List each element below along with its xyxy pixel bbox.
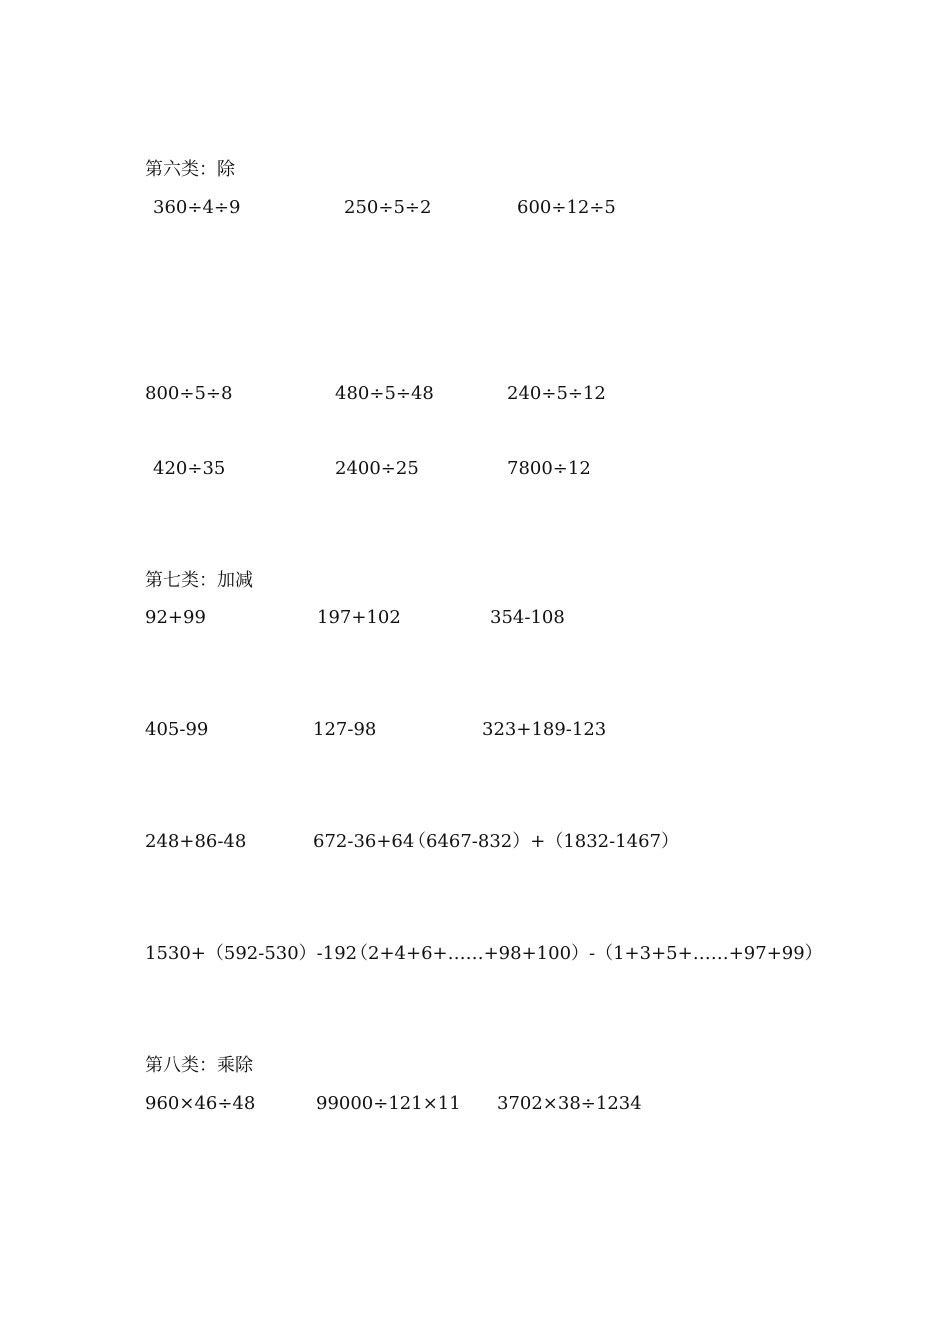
- problem: 99000÷121×11: [316, 1093, 461, 1114]
- problem: 323+189-123: [482, 719, 607, 740]
- problem: 960×46÷48: [145, 1093, 256, 1114]
- problem: （6467-832）+（1832-1467）: [408, 831, 680, 852]
- problem: 354-108: [490, 607, 565, 628]
- problem: 240÷5÷12: [507, 383, 606, 404]
- problem: 3702×38÷1234: [497, 1093, 642, 1114]
- problem: 250÷5÷2: [344, 197, 432, 218]
- problem: 480÷5÷48: [335, 383, 434, 404]
- section-eight-heading: 第八类：乘除: [145, 1055, 253, 1076]
- problem: 420÷35: [153, 458, 226, 479]
- section-seven-heading: 第七类：加减: [145, 570, 253, 591]
- problem: 800÷5÷8: [145, 383, 233, 404]
- problem: 197+102: [317, 607, 401, 628]
- problem: 600÷12÷5: [517, 197, 616, 218]
- problem: 672-36+64: [313, 831, 415, 852]
- problem: 7800÷12: [507, 458, 591, 479]
- problem: 92+99: [145, 607, 206, 628]
- problem: 2400÷25: [335, 458, 419, 479]
- problem: 1530+（592-530）-192: [145, 943, 358, 964]
- problem: 360÷4÷9: [153, 197, 241, 218]
- problem: （2+4+6+……+98+100）-（1+3+5+……+97+99）: [350, 943, 823, 964]
- problem: 248+86-48: [145, 831, 247, 852]
- problem: 405-99: [145, 719, 209, 740]
- problem: 127-98: [313, 719, 377, 740]
- section-six-heading: 第六类：除: [145, 159, 235, 180]
